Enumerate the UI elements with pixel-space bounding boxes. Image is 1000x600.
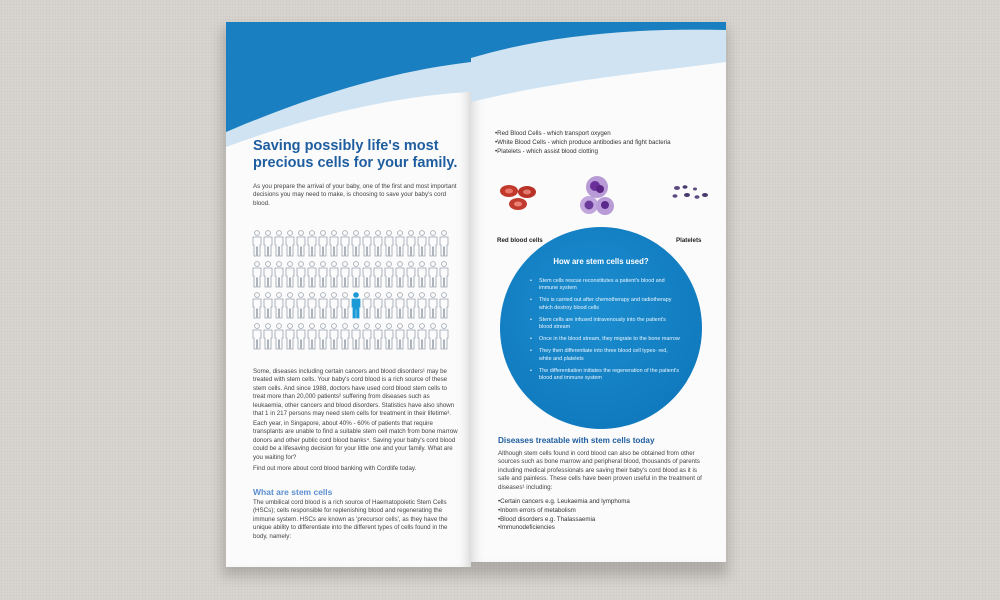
platelets-label: Platelets [676,237,702,244]
cordlife-paragraph: Find out more about cord blood banking with Cordlife today. [253,465,417,472]
white-blood-cells-image [577,174,617,218]
usage-list [530,278,680,387]
list-item: • Platelets - which assist blood clotting [495,148,671,157]
red-blood-cells-image [497,182,541,212]
list-item: • Inborn errors of metabolism [498,507,630,516]
brochure-left-page [226,22,471,567]
person-icon [438,230,450,257]
page-title: Saving possibly life's most precious cells for your family. [253,138,458,171]
list-item: • Once in the blood stream, they migrate to the bone marrow [530,336,680,343]
diseases-intro: Although stem cells found in cord blood can also be obtained from other sources such as bone marrow and peripheral blood, thousands of parents including medical professionals are saving their baby's cord blood as it is safe and painless. These cells have been proven useful in the treatment of diseases¹ including: [498,450,702,491]
list-item: • Certain cancers e.g. Leukaemia and lymphoma [498,498,630,507]
diseases-list [498,498,630,533]
red-blood-cells-label: Red blood cells [497,237,543,244]
circle-title: How are stem cells used? [553,257,649,266]
platelets-image [669,182,713,208]
list-item: • Red Blood Cells - which transport oxygen [495,130,671,139]
blood-cell-types-list [495,130,671,156]
singapore-paragraph: Each year, in Singapore, about 40% - 60% of patients that require transplants are unable to find a suitable stem cell match from bone marrow donors and other public cord blood banks⁴. Saving your baby's cord blood could be a lifesaving decision for your little one and your family. What are you waiting for? [253,420,458,461]
intro-paragraph: As you prepare the arrival of your baby, one of the first and most important decisions you may need to make, is choosing to save your baby's cord blood. [253,183,457,207]
header-wave-band-right [471,22,726,112]
stem-cells-paragraph: The umbilical cord blood is a rich source of Haematopoietic Stem Cells (HSCs); cells responsible for replenishing blood and regenerating the immune system. HSCs are known as 'precursor cells', as they have the unique ability to differentiate into the different types of cells found in the body, namely: [253,499,448,540]
list-item: • Stem cells rescue reconstitutes a patient's blood and immune system [530,278,680,292]
list-item: • The differentiation initiates the regeneration of the patient's blood and immune system [530,368,680,382]
list-item: • White Blood Cells - which produce antibodies and fight bacteria [495,139,671,148]
diseases-paragraph: Some, diseases including certain cancers and blood disorders¹ may be treated with stem cells. Your baby's cord blood is a rich source of these stem cells. And since 1988, doctors have used cord blood stem cells to treat more than 20,000 patients² suffering from diseases such as leukaemia, other cancers and blood disorders. Statistics have also shown that 1 in 217 persons may need stem cells for treatment in their lifetime³. [253,368,455,418]
stem-cells-usage-circle [500,227,702,429]
brochure-right-page [471,22,726,562]
list-item: • They then differentiate into three blood cell types- red, white and platelets [530,348,680,362]
list-item: • This is carried out after chemotherapy and radiotherapy which destroy blood cells [530,297,680,311]
person-icon [438,261,450,288]
diseases-heading: Diseases treatable with stem cells today [498,436,655,445]
stem-cells-heading: What are stem cells [253,487,333,497]
list-item: • Immunodeficiencies [498,524,630,533]
person-icon [438,292,450,319]
people-icon-grid [251,230,471,358]
list-item: • Stem cells are infused intravenously into the patient's blood stream [530,317,680,331]
person-icon [438,323,450,350]
list-item: • Blood disorders e.g. Thalassaemia [498,516,630,525]
